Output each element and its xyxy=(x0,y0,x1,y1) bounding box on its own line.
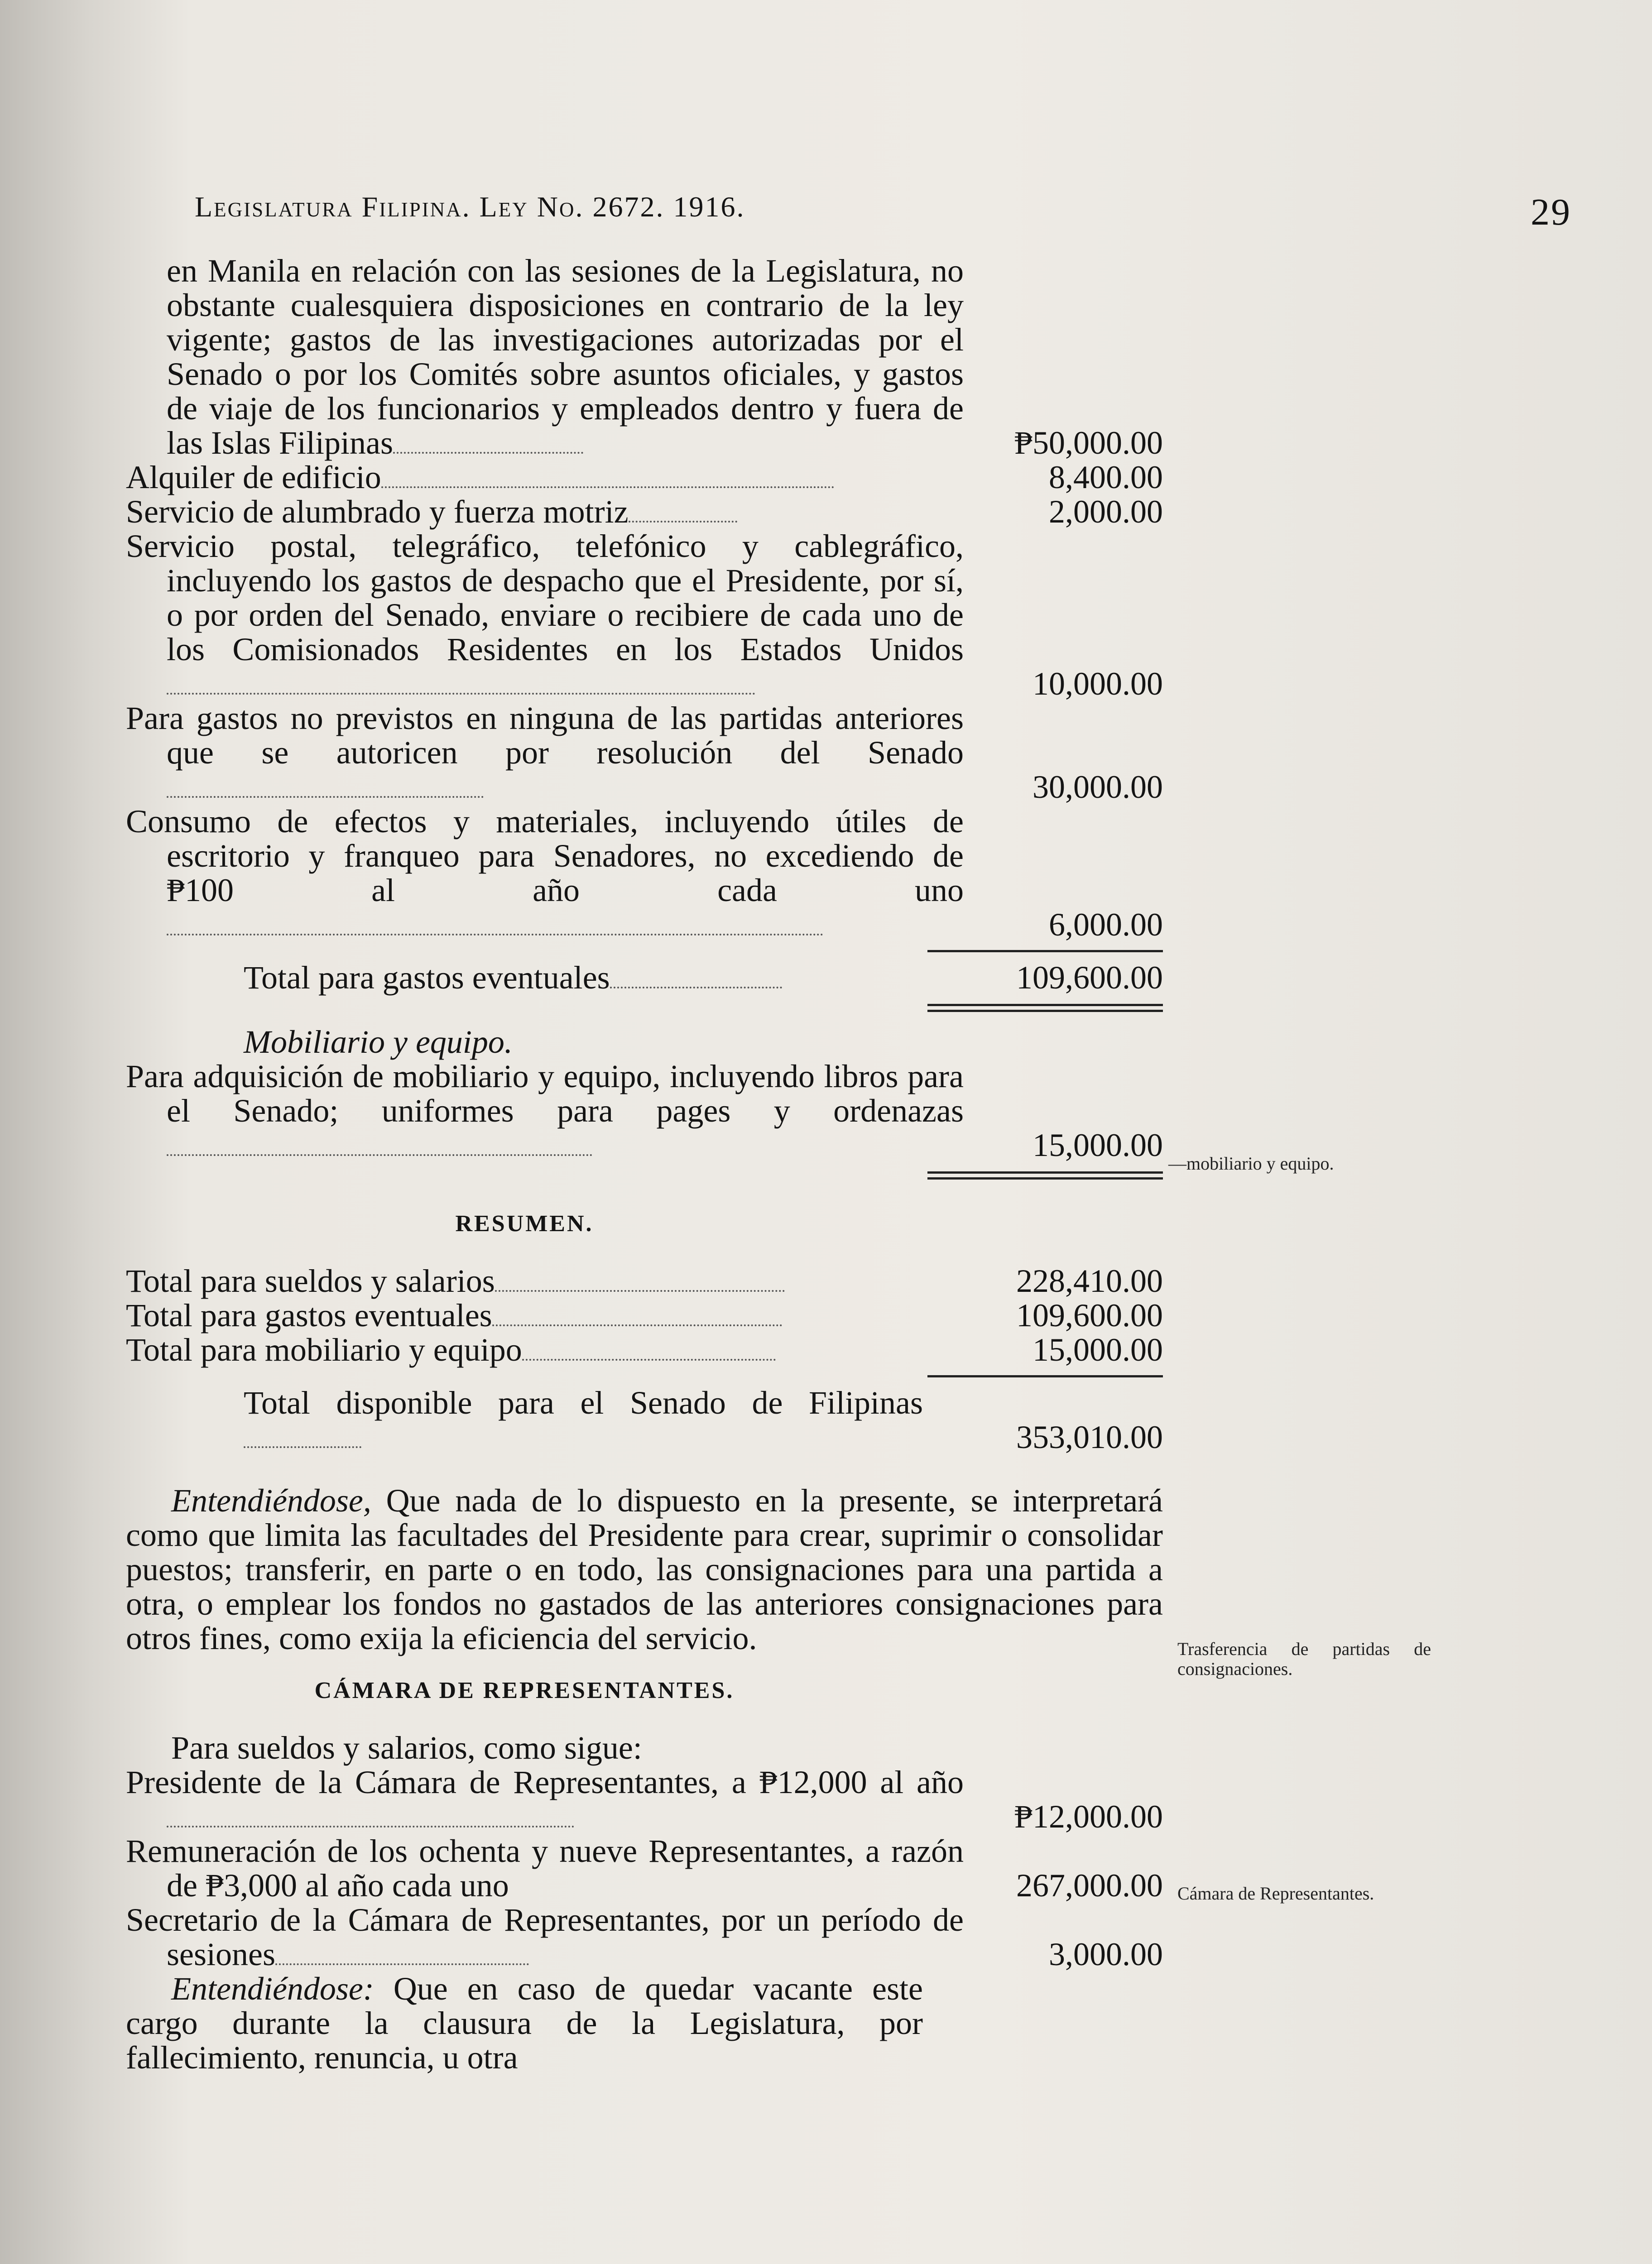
subtotal-rule xyxy=(927,950,1163,952)
total-double-rule xyxy=(927,1004,1163,1012)
grand-total-label: Total disponible para el Senado de Filipinas xyxy=(126,1386,923,1454)
entry-text: Remuneración de los ochenta y nueve Representantes, a razón de ₱3,000 al año cada uno xyxy=(126,1833,964,1904)
budget-entry xyxy=(126,1834,1163,1903)
budget-entry xyxy=(126,529,1163,701)
resumen-heading: RESUMEN. xyxy=(455,1211,594,1237)
summary-label: Total para sueldos y salarios xyxy=(126,1264,964,1298)
entry-text: Alquiler de edificio xyxy=(126,460,964,494)
entry-text: Servicio de alumbrado y fuerza motriz xyxy=(126,494,964,529)
entry-text: Secretario de la Cámara de Representantes, por un período de sesiones xyxy=(126,1902,964,1972)
summary-label: Total para gastos eventuales xyxy=(126,1298,964,1333)
entry-amount: 8,400.00 xyxy=(1049,459,1163,495)
summary-amount: 228,410.00 xyxy=(1016,1263,1163,1299)
proviso-paragraph: Entendiéndose, Que nada de lo dispuesto en la presente, se interpretará como que limita las facultades del Presidente para crear, suprimir o consolidar puestos; transferir, en parte o en todo, las consignaciones para una partida a otra, o emplear los fondos no gastados de las anteriores consignaciones para otros fines, como exija la eficiencia del servicio. xyxy=(126,1482,1163,1656)
entry-text: Para adquisición de mobiliario y equipo, incluyendo libros para el Senado; uniformes para pages y ordenazas xyxy=(126,1059,964,1162)
entry-text: Presidente de la Cámara de Representantes, a ₱12,000 al año xyxy=(126,1765,964,1834)
total-double-rule xyxy=(927,1171,1163,1180)
budget-entry xyxy=(126,701,1163,804)
entry-text: Servicio postal, telegráfico, telefónico y cablegráfico, incluyendo los gastos de despacho que el Presidente, por sí, o por orden del Senado, enviare o recibiere de cada uno de los Comisionados Residentes en los Estados Unidos xyxy=(126,529,964,701)
total-entry xyxy=(126,960,1163,995)
entry-amount: 15,000.00 xyxy=(1032,1127,1163,1163)
camara-final-paragraph: Entendiéndose: Que en caso de quedar vacante este cargo durante la clausura de la Legislatura, por fallecimiento, renuncia, u otra xyxy=(126,1971,923,2076)
mobiliario-section xyxy=(126,1025,1163,1059)
grand-total-entry xyxy=(126,1386,1163,1454)
grand-total-amount: 353,010.00 xyxy=(1016,1419,1163,1455)
total-label: Total para gastos eventuales xyxy=(126,960,1041,995)
entry-amount: 3,000.00 xyxy=(1049,1936,1163,1972)
margin-note-mobiliario: —mobiliario y equipo. xyxy=(1168,1153,1334,1174)
budget-entry xyxy=(126,494,1163,529)
subtotal-rule xyxy=(927,1375,1163,1377)
entry-amount: 30,000.00 xyxy=(1032,769,1163,805)
budget-entry xyxy=(126,1765,1163,1834)
entry-text: Consumo de efectos y materiales, incluyendo útiles de escritorio y franqueo para Senadores, no excediendo de ₱100 al año cada uno xyxy=(126,804,964,942)
main-column xyxy=(126,254,1163,2075)
budget-entry xyxy=(126,1903,1163,1971)
running-title: Legislatura Filipina. Ley No. 2672. 1916. xyxy=(195,191,745,223)
section-heading: Mobiliario y equipo. xyxy=(244,1024,513,1060)
entry-amount: 267,000.00 xyxy=(1016,1867,1163,1904)
summary-row xyxy=(126,1333,1163,1367)
page-number: 29 xyxy=(1531,191,1571,233)
summary-row xyxy=(126,1298,1163,1333)
entry-amount: 10,000.00 xyxy=(1032,666,1163,702)
entry-text: en Manila en relación con las sesiones de la Legislatura, no obstante cualesquiera disposiciones en contrario de la ley vigente; gastos de las investigaciones autorizadas por el Senado o por los Comités sobre asuntos oficiales, y gastos de viaje de los funcionarios y empleados dentro y fuera de las Islas Filipinas xyxy=(167,253,964,461)
camara-intro: Para sueldos y salarios, como sigue: xyxy=(171,1730,642,1766)
budget-entry xyxy=(126,460,1163,494)
summary-amount: 109,600.00 xyxy=(1016,1297,1163,1333)
entry-amount: 6,000.00 xyxy=(1049,907,1163,943)
budget-entry xyxy=(126,1059,1163,1162)
budget-entry xyxy=(126,804,1163,942)
margin-note-camara: Cámara de Representantes. xyxy=(1177,1883,1374,1904)
entry-amount: 2,000.00 xyxy=(1049,494,1163,530)
budget-entry xyxy=(126,254,1163,460)
page-header xyxy=(195,190,1571,235)
margin-note-trasferencia: Trasferencia de partidas de consignaciones. xyxy=(1177,1639,1431,1679)
summary-amount: 15,000.00 xyxy=(1032,1332,1163,1368)
entry-amount: ₱50,000.00 xyxy=(1014,425,1163,461)
entry-amount: ₱12,000.00 xyxy=(1014,1799,1163,1835)
entry-text: Para gastos no previstos en ninguna de las partidas anteriores que se autoricen por resolución del Senado xyxy=(126,701,964,804)
summary-label: Total para mobiliario y equipo xyxy=(126,1333,964,1367)
total-amount: 109,600.00 xyxy=(1016,959,1163,996)
summary-row xyxy=(126,1264,1163,1298)
camara-heading: CÁMARA DE REPRESENTANTES. xyxy=(314,1678,735,1703)
